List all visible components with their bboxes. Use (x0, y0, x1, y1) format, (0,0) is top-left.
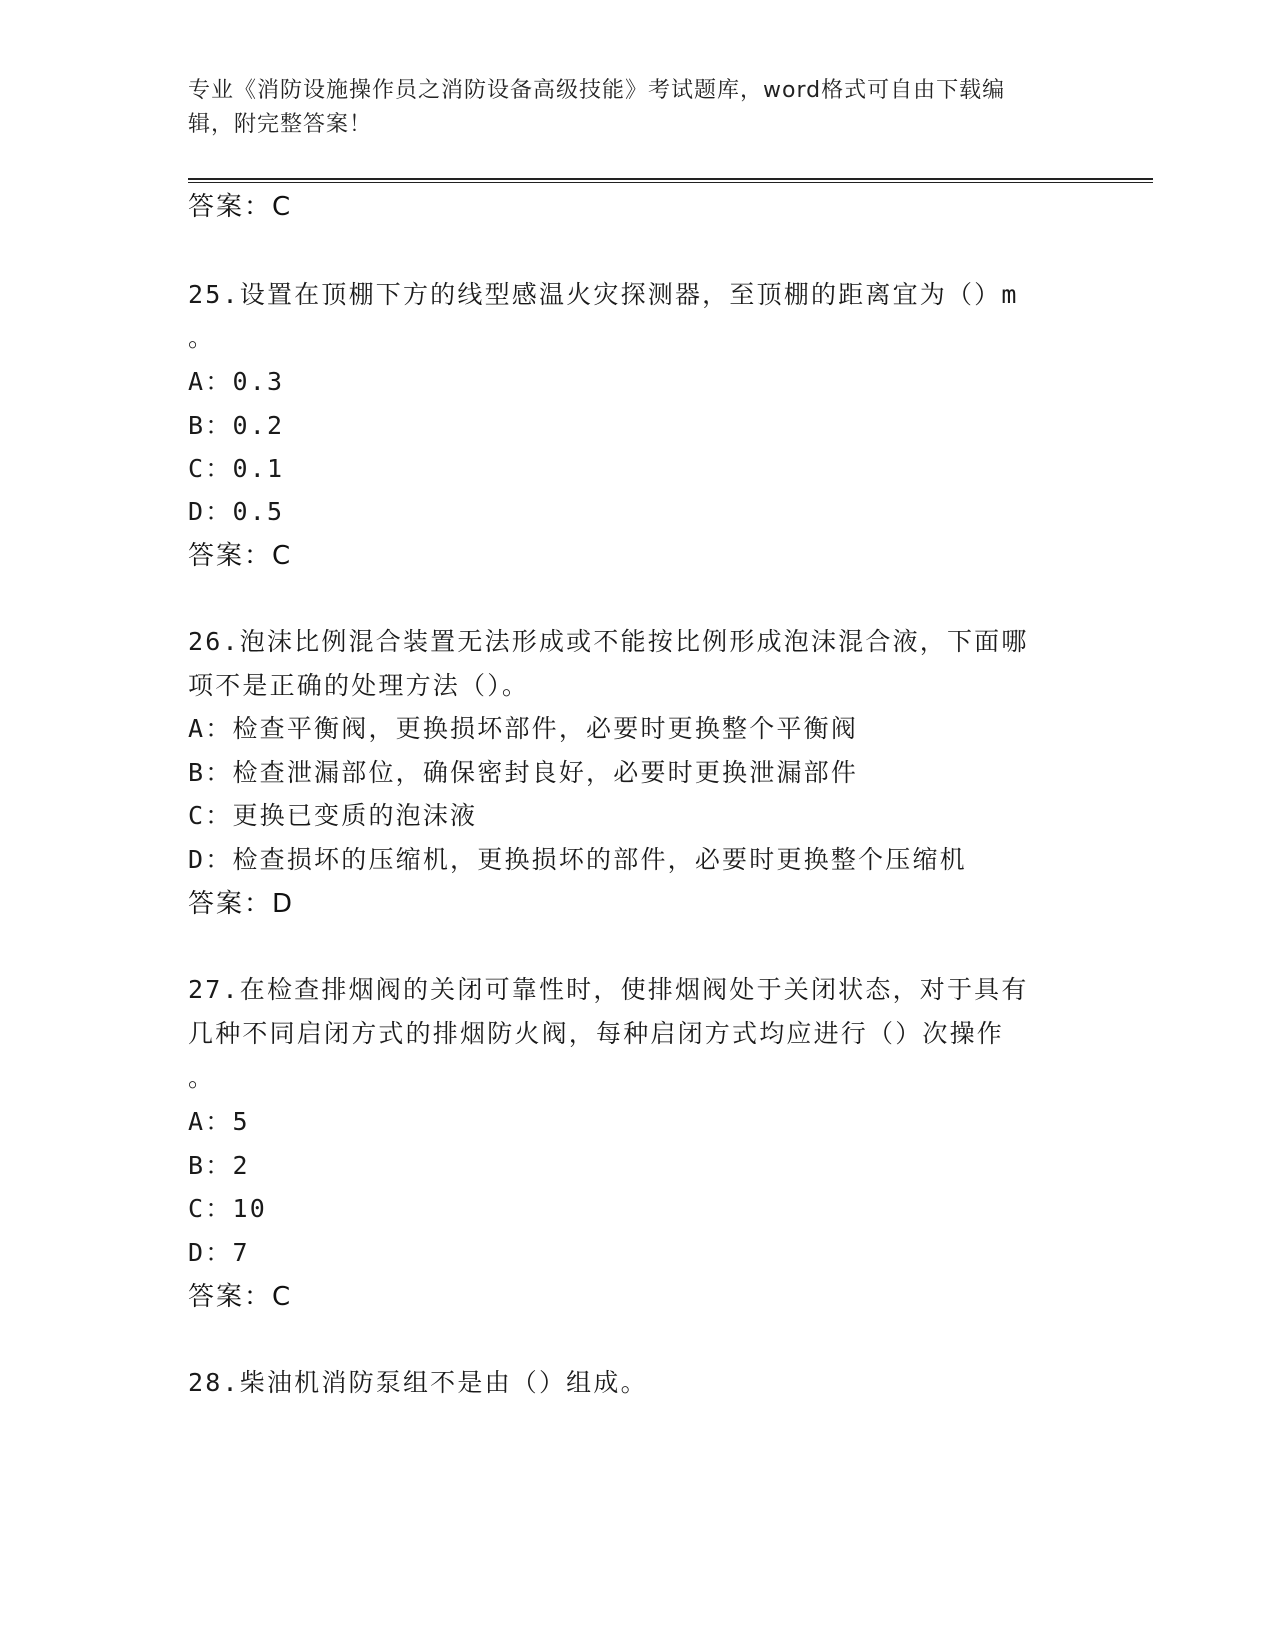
header-divider-thin (188, 182, 1153, 183)
question-25-stem (188, 275, 1019, 311)
option-text: 检查泄漏部位，确保密封良好，必要时更换泄漏部件 (232, 758, 859, 787)
option-a (188, 362, 284, 398)
option-key: C： (188, 801, 233, 830)
option-text: 检查平衡阀，更换损坏部件，必要时更换整个平衡阀 (232, 714, 859, 743)
option-key: A： (188, 1107, 233, 1136)
option-key: C： (188, 1194, 233, 1223)
answer-line (188, 535, 292, 572)
option-text: 更换已变质的泡沫液 (232, 801, 478, 830)
option-a (188, 709, 858, 745)
option-text: 7 (232, 1238, 250, 1267)
question-number: 28. (188, 1368, 240, 1397)
option-key: C： (188, 454, 233, 483)
header-line-1: 专业《消防设施操作员之消防设备高级技能》考试题库，word格式可自由下载编 (188, 78, 1006, 103)
option-text: 5 (232, 1107, 250, 1136)
document-header (188, 74, 1068, 142)
option-key: D： (188, 845, 233, 874)
header-line-2: 辑，附完整答案！ (188, 112, 373, 137)
option-key: A： (188, 714, 233, 743)
answer-line (188, 1276, 292, 1313)
option-text: 2 (232, 1151, 250, 1180)
question-number: 27. (188, 975, 240, 1004)
answer-value: C (272, 1282, 293, 1312)
option-d (188, 840, 967, 876)
question-text: 设置在顶棚下方的线型感温火灾探测器，至顶棚的距离宜为（）m (239, 280, 1019, 309)
option-text: 0.1 (232, 454, 285, 483)
answer-value: C (272, 541, 293, 571)
option-c (188, 796, 477, 832)
question-text: 在检查排烟阀的关闭可靠性时，使排烟阀处于关闭状态，对于具有 (239, 975, 1029, 1004)
question-number: 25. (188, 280, 240, 309)
option-text: 0.3 (232, 367, 285, 396)
option-key: B： (188, 411, 233, 440)
option-b (188, 1146, 250, 1182)
header-divider (188, 178, 1153, 180)
option-c (188, 449, 284, 485)
answer-label: 答案： (188, 541, 273, 571)
question-25-stem-cont: 。 (188, 323, 216, 352)
question-28-stem (188, 1363, 648, 1399)
option-text: 10 (232, 1194, 267, 1223)
option-text: 0.5 (232, 497, 285, 526)
option-key: A： (188, 367, 233, 396)
question-27-stem-cont-2: 。 (188, 1063, 216, 1092)
option-b (188, 753, 858, 789)
answer-label: 答案： (188, 889, 273, 919)
question-26-stem-cont: 项不是正确的处理方法（）。 (188, 671, 530, 700)
option-d (188, 1233, 250, 1269)
question-27-stem (188, 970, 1029, 1006)
option-key: D： (188, 1238, 233, 1267)
option-key: B： (188, 758, 233, 787)
option-key: D： (188, 497, 233, 526)
answer-line (188, 186, 292, 223)
answer-label: 答案： (188, 192, 273, 222)
option-d (188, 492, 284, 528)
option-text: 0.2 (232, 411, 285, 440)
answer-value: D (272, 889, 295, 919)
option-c (188, 1189, 267, 1225)
question-text: 柴油机消防泵组不是由（）组成。 (239, 1368, 648, 1397)
question-27-stem-cont: 几种不同启闭方式的排烟防火阀，每种启闭方式均应进行（）次操作 (188, 1019, 1005, 1048)
question-number: 26. (188, 627, 240, 656)
question-text: 泡沫比例混合装置无法形成或不能按比例形成泡沫混合液，下面哪 (239, 627, 1029, 656)
option-a (188, 1102, 250, 1138)
answer-line (188, 883, 294, 920)
option-text: 检查损坏的压缩机，更换损坏的部件，必要时更换整个压缩机 (232, 845, 967, 874)
option-b (188, 406, 284, 442)
option-key: B： (188, 1151, 233, 1180)
answer-label: 答案： (188, 1282, 273, 1312)
question-26-stem (188, 622, 1029, 658)
answer-value: C (272, 192, 293, 222)
